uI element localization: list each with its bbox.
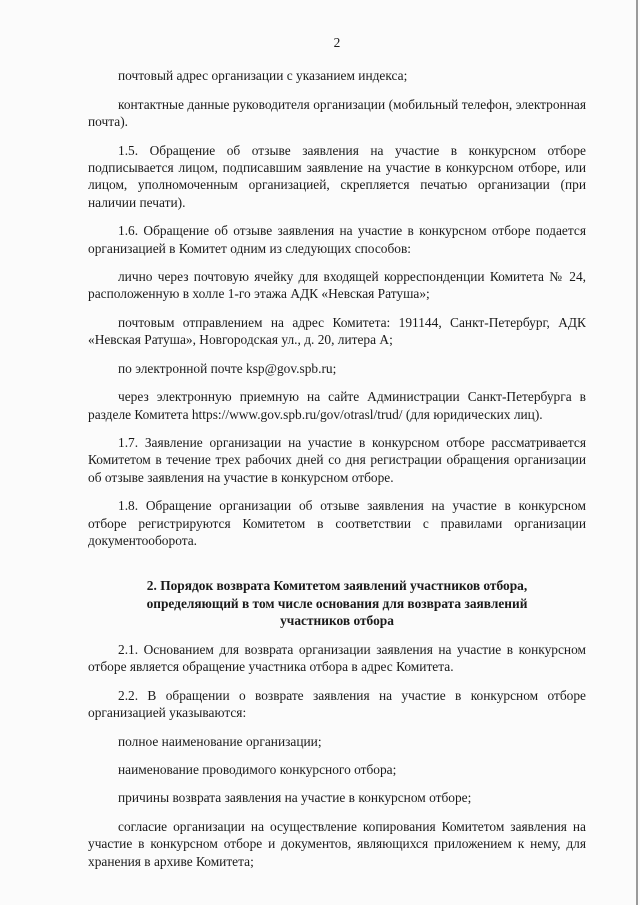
paragraph: 2.2. В обращении о возврате заявления на участие в конкурсном отборе организацией указываются: [88, 687, 586, 721]
paragraph: причины возврата заявления на участие в конкурсном отборе; [118, 790, 472, 806]
paragraph: 1.6. Обращение об отзыве заявления на участие в конкурсном отборе подается организацией в Комитет одним из следующих способов: [88, 223, 586, 256]
paragraph: полное наименование организации; [118, 733, 322, 749]
paragraph: 1.7. Заявление организации на участие в конкурсном отборе рассматривается Комитетом в течение трех рабочих дней со дня регистрации обращения организации об отзыве заявления на участие в конкурсном отборе. [88, 434, 586, 485]
paragraph: наименование проводимого конкурсного отбора; [118, 761, 397, 777]
paragraph: почтовым отправлением на адрес Комитета: 191144, Санкт-Петербург, АДК «Невская Ратуша», Новгородская ул., д. 20, литера А; [88, 314, 586, 348]
paragraph: лично через почтовую ячейку для входящей корреспонденции Комитета № 24, расположенную в холле 1-го этажа АДК «Невская Ратуша»; [88, 269, 586, 302]
scan-edge [636, 0, 638, 905]
paragraph: 2.1. Основанием для возврата организации заявления на участие в конкурсном отборе является обращение участника отбора в адрес Комитета. [88, 641, 586, 675]
page-number: 2 [333, 35, 341, 50]
section-heading: 2. Порядок возврата Комитетом заявлений участников отбора, определяющий в том числе основания для возврата заявлений участников отбора [146, 578, 528, 628]
paragraph: через электронную приемную на сайте Администрации Санкт-Петербурга в разделе Комитета https://www.gov.spb.ru/gov/otrasl/trud/ (для юридических лиц). [88, 389, 586, 422]
paragraph: 1.8. Обращение организации об отзыве заявления на участие в конкурсном отборе регистрируются Комитетом в соответствии с правилами организации документооборота. [88, 498, 586, 548]
page-content [88, 34, 586, 881]
paragraph: контактные данные руководителя организации (мобильный телефон, электронная почта). [88, 96, 586, 130]
paragraph: почтовый адрес организации с указанием индекса; [118, 68, 408, 84]
paragraph: по электронной почте ksp@gov.spb.ru; [118, 360, 337, 376]
paragraph: согласие организации на осуществление копирования Комитетом заявления на участие в конкурсном отборе и документов, являющихся приложением к нему, для хранения в архиве Комитета; [88, 818, 586, 869]
paragraph: 1.5. Обращение об отзыве заявления на участие в конкурсном отборе подписывается лицом, подписавшим заявление на участие в конкурсном отборе, или лицом, уполномоченным организацией, скрепляется печатью организации (при наличии печати). [88, 142, 586, 210]
